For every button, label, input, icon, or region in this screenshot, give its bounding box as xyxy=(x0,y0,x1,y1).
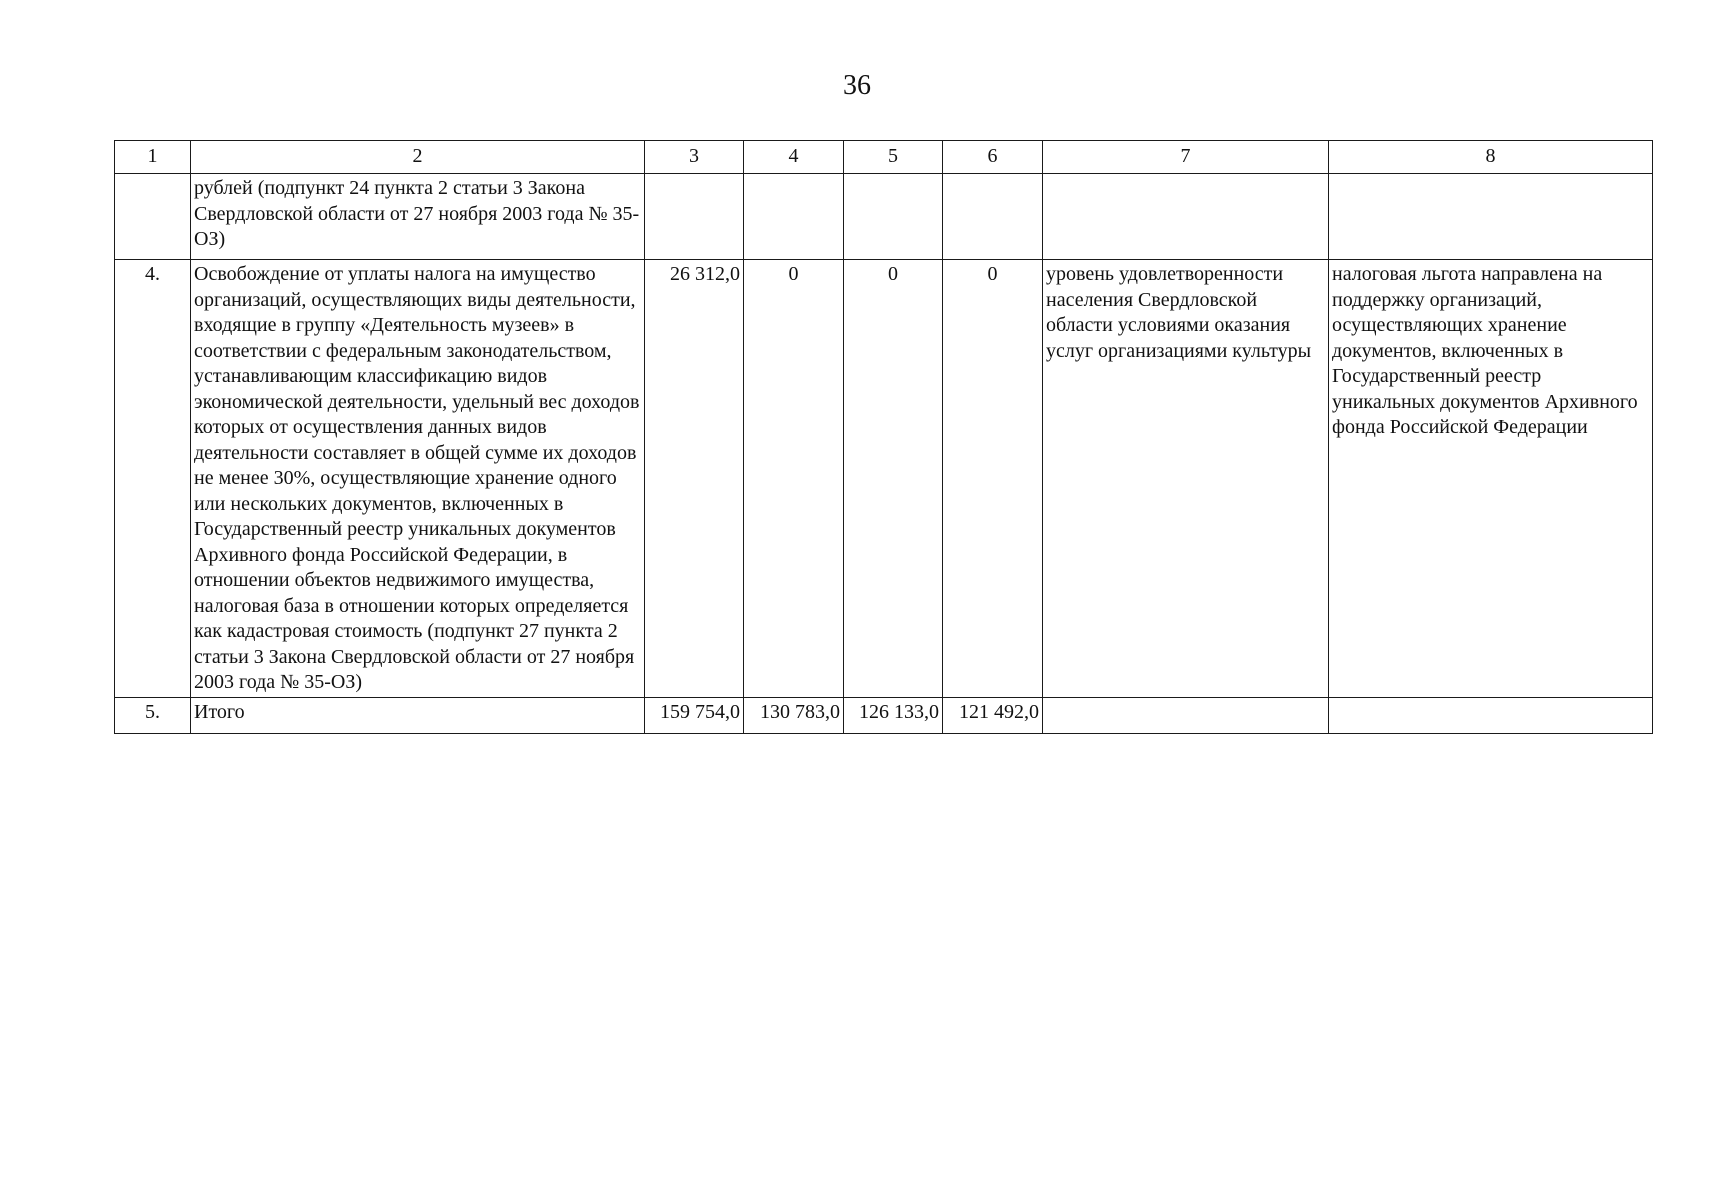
header-cell: 6 xyxy=(943,141,1043,174)
row-number-cell: 5. xyxy=(115,697,191,733)
total-value-cell: 126 133,0 xyxy=(844,697,943,733)
header-cell: 8 xyxy=(1329,141,1653,174)
indicator-cell xyxy=(1043,697,1329,733)
total-label-cell: Итого xyxy=(191,697,645,733)
row-number-cell xyxy=(115,174,191,260)
table-header-row xyxy=(115,141,1653,174)
total-value-cell: 130 783,0 xyxy=(744,697,844,733)
page-number: 36 xyxy=(843,70,871,101)
header-cell: 4 xyxy=(744,141,844,174)
table-row xyxy=(115,174,1653,260)
value-cell xyxy=(844,174,943,260)
total-value-cell: 159 754,0 xyxy=(645,697,744,733)
row-number-cell: 4. xyxy=(115,260,191,698)
indicator-cell: уровень удовлетворенности населения Свердловской области условиями оказания услуг организациями культуры xyxy=(1043,260,1329,698)
table-row xyxy=(115,260,1653,698)
header-cell: 7 xyxy=(1043,141,1329,174)
value-cell: 0 xyxy=(943,260,1043,698)
goal-cell: налоговая льгота направлена на поддержку организаций, осуществляющих хранение документов, включенных в Государственный реестр уникальных документов Архивного фонда Российской Федерации xyxy=(1329,260,1653,698)
data-table xyxy=(114,140,1653,734)
goal-cell xyxy=(1329,697,1653,733)
table-row-total xyxy=(115,697,1653,733)
goal-cell xyxy=(1329,174,1653,260)
header-cell: 3 xyxy=(645,141,744,174)
value-cell xyxy=(645,174,744,260)
total-value-cell: 121 492,0 xyxy=(943,697,1043,733)
value-cell xyxy=(943,174,1043,260)
value-cell xyxy=(744,174,844,260)
description-cell: рублей (подпункт 24 пункта 2 статьи 3 Закона Свердловской области от 27 ноября 2003 года № 35-ОЗ) xyxy=(191,174,645,260)
header-cell: 5 xyxy=(844,141,943,174)
header-cell: 2 xyxy=(191,141,645,174)
indicator-cell xyxy=(1043,174,1329,260)
description-cell: Освобождение от уплаты налога на имущество организаций, осуществляющих виды деятельности, входящие в группу «Деятельность музеев» в соответствии с федеральным законодательством, устанавливающим классификацию видов экономической деятельности, удельный вес доходов которых от осуществления данных видов деятельности составляет в общей сумме их доходов не менее 30%, осуществляющие хранение одного или нескольких документов, включенных в Государственный реестр уникальных документов Архивного фонда Российской Федерации, в отношении объектов недвижимого имущества, налоговая база в отношении которых определяется как кадастровая стоимость (подпункт 27 пункта 2 статьи 3 Закона Свердловской области от 27 ноября 2003 года № 35-ОЗ) xyxy=(191,260,645,698)
header-cell: 1 xyxy=(115,141,191,174)
value-cell: 0 xyxy=(844,260,943,698)
value-cell: 0 xyxy=(744,260,844,698)
value-cell: 26 312,0 xyxy=(645,260,744,698)
